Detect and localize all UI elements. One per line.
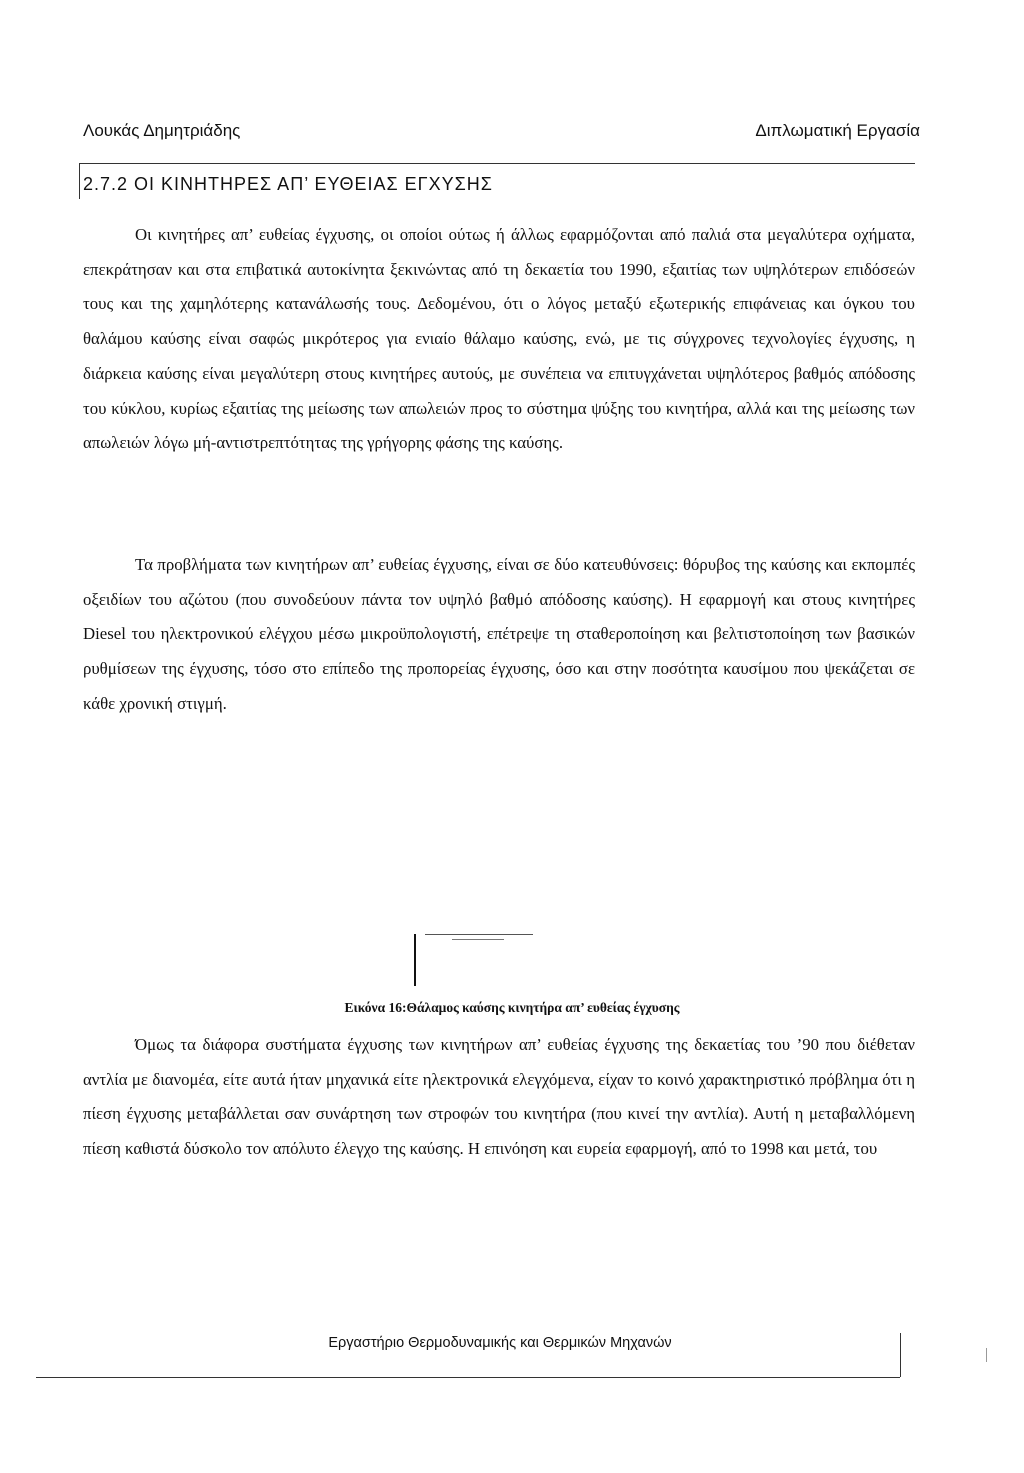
body-paragraph-3: Όμως τα διάφορα συστήματα έγχυσης των κινητήρων απ’ ευθείας έγχυσης της δεκαετίας του ’90 που διέθεταν αντλία με διανομέα, είτε αυτά ήταν μηχανικά είτε ηλεκτρονικά ελεγχόμενα, είχαν το κοινό χαρακτηριστικό πρόβλημα ότι η πίεση έγχυσης μεταβάλλεται σαν συνάρτηση των στροφών του κινητήρα (που κινεί την αντλία). Αυτή η μεταβαλλόμενη πίεση καθιστά δύσκολο τον απόλυτο έλεγχο της καύσης. Η επινόηση και ευρεία εφαρμογή, από το 1998 και μετά, του <box>83 1035 915 1159</box>
footer-lab-name: Εργαστήριο Θερμοδυναμικής και Θερμικών Μηχανών <box>328 1335 672 1351</box>
footer-edge-mark <box>986 1348 987 1362</box>
footer-rule <box>36 1377 900 1378</box>
header-rule <box>79 163 915 164</box>
header-corner-mark <box>79 163 80 199</box>
section-heading: 2.7.2 ΟΙ ΚΙΝΗΤΗΡΕΣ ΑΠ’ ΕΥΘΕΙΑΣ ΕΓΧΥΣΗΣ <box>83 174 493 194</box>
footer-corner-mark <box>900 1333 901 1377</box>
header-document-type: Διπλωματική Εργασία <box>755 121 920 140</box>
figure-caption: Εικόνα 16:Θάλαμος καύσης κινητήρα απ’ ευθείας έγχυσης <box>344 1000 680 1015</box>
header-author: Λουκάς Δημητριάδης <box>83 121 241 140</box>
body-paragraph-2: Τα προβλήματα των κινητήρων απ’ ευθείας έγχυσης, είναι σε δύο κατευθύνσεις: θόρυβος της καύσης και εκπομπές οξειδίων του αζώτου (που συνοδεύουν πάντα τον υψηλό βαθμό απόδοσης καύσης). Η εφαρμογή και στους κινητήρες Diesel του ηλεκτρονικού ελέγχου μέσω μικροϋπολογιστή, επέτρεψε τη σταθεροποίηση και βελτιστοποίηση των βασικών ρυθμίσεων της έγχυσης, τόσο στο επίπεδο της προπορείας έγχυσης, όσο και στην ποσότητα καυσίμου που ψεκάζεται σε κάθε χρονική στιγμή. <box>83 555 915 713</box>
figure-fragment-vertical <box>414 934 416 986</box>
figure-fragment-top-line <box>425 934 533 935</box>
body-paragraph-1: Οι κινητήρες απ’ ευθείας έγχυσης, οι οποίοι ούτως ή άλλως εφαρμόζονται από παλιά στα μεγαλύτερα οχήματα, επεκράτησαν και στα επιβατικά αυτοκίνητα ξεκινώντας από τη δεκαετία του 1990, εξαιτίας των υψηλότερων επιδόσεών τους και της χαμηλότερης κατανάλωσής τους. Δεδομένου, ότι ο λόγος μεταξύ εξωτερικής επιφάνειας και όγκου του θαλάμου καύσης είναι σαφώς μικρότερος για ενιαίο θάλαμο καύσης, ενώ, με τις σύγχρονες τεχνολογίες έγχυσης, η διάρκεια καύσης είναι μεγαλύτερη στους κινητήρες αυτούς, με συνέπεια να επιτυγχάνεται υψηλότερος βαθμός απόδοσης του κύκλου, κυρίως εξαιτίας της μείωσης των απωλειών προς το σύστημα ψύξης του κινητήρα, αλλά και της μείωσης των απωλειών λόγω μή-αντιστρεπτότητας της γρήγορης φάσης της καύσης. <box>83 225 915 453</box>
figure-fragment-top-line-2 <box>452 939 504 940</box>
